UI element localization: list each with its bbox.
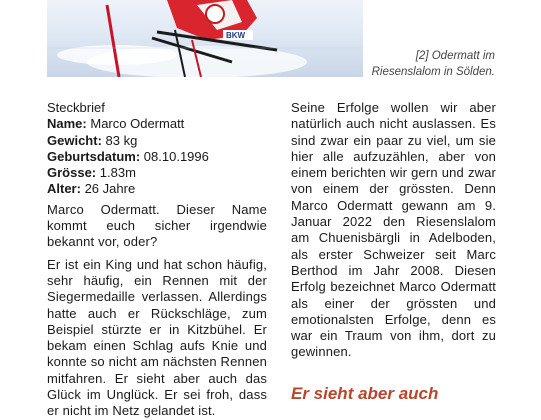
profile-name-row bbox=[47, 116, 267, 132]
body-paragraph-right: Seine Erfolge wollen wir aber natürlich auch nicht auslassen. Es sind zwar ein paar zu viel, um sie hier alle aufzuzählen, aber von einem berichten wir gern und zwar von einem der grössten. Denn Marco Odermatt gewann am 9. Januar 2022 den Riesenslalom am Chuenisbärgli in Adelboden, als erster Schweizer seit Marc Berthod im Jahr 2008. Diesen Erfolg bezeichnet Marco Odermatt als einer der grössten und emotionalsten Erfolge, denn es war ein Traum von ihm, dort zu gewinnen. bbox=[291, 100, 496, 360]
profile-age-row bbox=[47, 181, 267, 197]
height-label: Grösse: bbox=[47, 165, 97, 181]
profile-weight-row bbox=[47, 133, 267, 149]
name-value: Marco Odermatt bbox=[90, 116, 185, 132]
caption-text: Odermatt im Riesenslalom in Sölden. bbox=[371, 50, 495, 78]
profile-height-row bbox=[47, 165, 267, 181]
caption-reference: [2] bbox=[415, 50, 429, 62]
age-label: Alter: bbox=[47, 181, 81, 197]
age-value: 26 Jahre bbox=[84, 181, 136, 197]
photo-caption bbox=[367, 48, 495, 80]
section-heading: Er sieht aber auch bbox=[291, 384, 439, 403]
right-column bbox=[291, 100, 496, 361]
birth-label: Geburtsdatum: bbox=[47, 148, 141, 164]
weight-value: 83 kg bbox=[105, 132, 138, 148]
body-paragraph-left: Er ist ein King und hat schon häufig, sehr häufig, ein Rennen mit der Siegermedaille verlassen. Allerdings hatte auch er Rückschläge, zum Beispiel stürzte er in Kitzbühel. Er bekam einen Schlag aufs Knie und konnte so nicht am nächsten Rennen mitfahren. Er sieht aber auch das Glück im Unglück. Er sei froh, dass er nicht im Netz gelandet ist. bbox=[47, 256, 267, 419]
skier-illustration bbox=[47, 0, 363, 77]
birth-value: 08.10.1996 bbox=[143, 148, 209, 164]
weight-label: Gewicht: bbox=[47, 132, 102, 148]
profile-birth-row bbox=[47, 149, 267, 165]
name-label: Name: bbox=[47, 116, 87, 132]
bib-text: BKW bbox=[226, 31, 246, 40]
intro-paragraph: Marco Odermatt. Dieser Name kommt euch sicher irgendwie bekannt vor, oder? bbox=[47, 201, 267, 250]
left-column bbox=[47, 100, 267, 420]
article-photo bbox=[47, 0, 363, 77]
profile-heading: Steckbrief bbox=[47, 100, 105, 115]
height-value: 1.83m bbox=[99, 165, 136, 181]
